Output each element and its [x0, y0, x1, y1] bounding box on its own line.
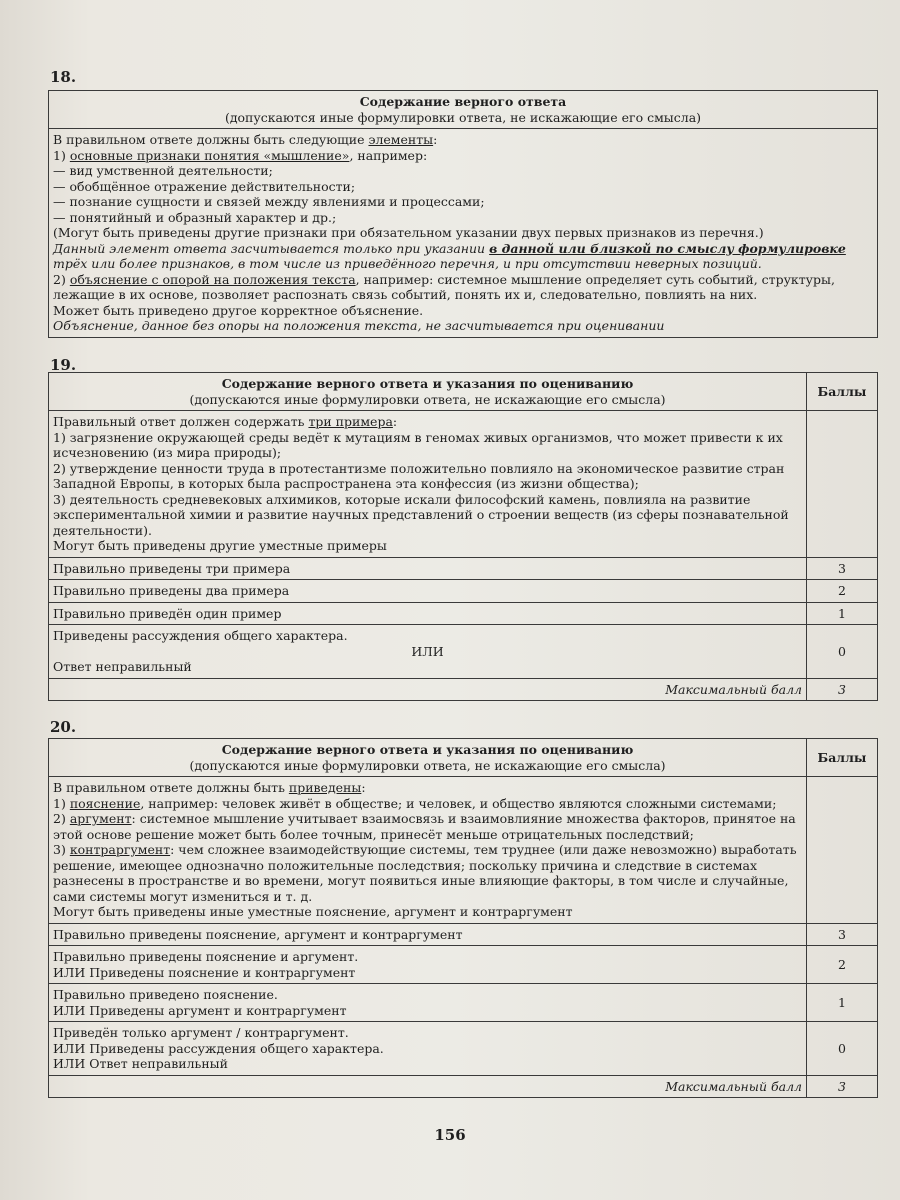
question-18-table [48, 90, 878, 338]
q18-bullet: — обобщённое отражение действительности; [53, 178, 356, 194]
q20-criterion-2-score: 2 [807, 946, 878, 984]
q19-zero-or: ИЛИ [411, 643, 444, 659]
q19-zero-criterion [49, 625, 807, 679]
q20-header [49, 739, 807, 777]
q20-content-score [807, 777, 878, 924]
q20-criterion-1 [49, 984, 807, 1022]
q20-criterion-1-score: 1 [807, 984, 878, 1022]
q20-p2-rest: : системное мышление учитывает взаимосвязь и взаимовлияние множества факторов, принятое на этой основе решение может быть более точным, принесёт меньше отрицательных последствий; [53, 811, 796, 842]
q18-other: Может быть приведено другое корректное объяснение. [53, 302, 424, 318]
q20-c0-b: ИЛИ Приведены рассуждения общего характера. [53, 1040, 384, 1056]
q20-criterion-0 [49, 1022, 807, 1076]
q19-other: Могут быть приведены другие уместные примеры [53, 538, 387, 553]
question-19-table [48, 372, 878, 701]
q19-criterion-score: 2 [807, 580, 878, 603]
q18-italic-condition [53, 241, 873, 272]
q20-criterion-2 [49, 946, 807, 984]
q19-max-score: 3 [807, 678, 878, 701]
question-18-number: 18. [50, 68, 77, 86]
q20-c1-a: Правильно приведено пояснение. [53, 987, 278, 1002]
q19-header-sub: (допускаются иные формулировки ответа, не искажающие его смысла) [189, 391, 666, 407]
q18-bullet: — понятийный и образный характер и др.; [53, 209, 337, 225]
q18-element-1 [53, 148, 873, 164]
question-20-table [48, 738, 878, 1098]
q18-el2-underlined: объяснение с опорой на положения текста [69, 271, 356, 287]
q18-note: (Могут быть приведены другие признаки при обязательном указании двух первых признаков из перечня.) [53, 225, 764, 240]
q20-p2-underlined: аргумент [69, 811, 132, 826]
q19-content-score [807, 411, 878, 558]
q18-el1-underlined: основные признаки понятия «мышление» [69, 147, 350, 163]
q18-italic-last: Объяснение, данное без опоры на положения текста, не засчитывается при оценивании [53, 318, 665, 333]
q20-p2-num: 2) [53, 811, 70, 826]
q18-el2-rest: , например: системное мышление определяет суть событий, структуры, лежащие в их основе, позволяет распознать связь событий, понять их и, следовательно, повлиять на них. [53, 271, 835, 302]
q20-c1-b: ИЛИ Приведены аргумент и контраргумент [53, 1002, 347, 1018]
q20-intro [53, 780, 802, 796]
q19-content [49, 411, 807, 558]
q20-header-title: Содержание верного ответа и указания по оцениванию [221, 742, 634, 757]
page-number: 156 [434, 1126, 466, 1144]
q19-intro-text: Правильный ответ должен содержать [53, 414, 309, 429]
q18-italic-b: трёх или более признаков, в том числе из приведённого перечня, и при отсутствии неверных позиций. [53, 256, 762, 271]
q20-p1-num: 1) [53, 795, 70, 811]
q20-point-3 [53, 842, 802, 904]
q19-intro [53, 414, 802, 430]
q18-intro [53, 132, 873, 148]
q20-content [49, 777, 807, 924]
q20-c2-a: Правильно приведены пояснение и аргумент. [53, 949, 359, 964]
q20-intro-colon: : [361, 780, 366, 795]
q18-el1-rest: , например: [349, 147, 428, 163]
q20-criterion-0-score: 0 [807, 1022, 878, 1076]
q20-c0-c: ИЛИ Ответ неправильный [53, 1056, 228, 1071]
q19-criterion-score: 3 [807, 557, 878, 580]
q20-p3-underlined: контраргумент [69, 842, 171, 857]
q18-intro-colon: : [433, 132, 438, 147]
q20-header-sub: (допускаются иные формулировки ответа, не искажающие его смысла) [189, 757, 666, 773]
q19-max-label: Максимальный балл [49, 678, 807, 701]
q19-zero-score: 0 [807, 625, 878, 679]
q19-intro-underlined: три примера [308, 414, 393, 429]
q20-c2-b: ИЛИ Приведены пояснение и контраргумент [53, 964, 356, 980]
q20-max-score: 3 [807, 1075, 878, 1098]
q18-intro-text: В правильном ответе должны быть следующие [53, 132, 369, 147]
q20-p3-num: 3) [53, 842, 70, 857]
q20-intro-underlined: приведены [288, 780, 362, 795]
q18-header-title: Содержание верного ответа [359, 94, 567, 109]
q19-header-title: Содержание верного ответа и указания по оцениванию [221, 376, 634, 391]
question-20-number: 20. [50, 718, 77, 736]
q19-zero-a: Приведены рассуждения общего характера. [53, 628, 348, 643]
q18-bullet: — познание сущности и связей между явлениями и процессами; [53, 194, 485, 209]
q18-el2-num: 2) [53, 271, 70, 287]
q20-p1-underlined: пояснение [69, 795, 141, 811]
q20-p1-rest: , например: человек живёт в обществе; и человек, и общество являются сложными системами; [140, 795, 777, 811]
q20-point-2 [53, 811, 802, 842]
q20-p3-rest: : чем сложнее взаимодействующие системы, тем труднее (или даже невозможно) выработать решение, имеющее однозначно положительные последствия; поскольку причина и следствие в системах разнесены в пространстве и во времени, могут появиться иные влияющие факторы, в том числе и случайные, сами системы могут измениться и т. д. [53, 842, 797, 904]
q19-score-header: Баллы [807, 373, 878, 411]
q20-intro-text: В правильном ответе должны быть [53, 780, 289, 795]
q19-criterion: Правильно приведены два примера [49, 580, 807, 603]
q20-c0-a: Приведён только аргумент / контраргумент. [53, 1025, 349, 1040]
q19-criterion: Правильно приведён один пример [49, 602, 807, 625]
q20-criterion-3: Правильно приведены пояснение, аргумент и контраргумент [49, 923, 807, 946]
q20-score-header: Баллы [807, 739, 878, 777]
q20-criterion-3-score: 3 [807, 923, 878, 946]
q18-element-2 [53, 272, 873, 303]
q19-intro-colon: : [392, 414, 398, 429]
q20-point-1 [53, 796, 802, 812]
q19-example: 1) загрязнение окружающей среды ведёт к мутациям в геномах живых организмов, что может привести к их исчезновению (из мира природы); [53, 429, 783, 460]
q18-bullet: — вид умственной деятельности; [53, 163, 273, 178]
q18-intro-underlined: элементы [368, 132, 434, 147]
q18-content [49, 129, 878, 338]
q19-criterion-score: 1 [807, 602, 878, 625]
q19-criterion: Правильно приведены три примера [49, 557, 807, 580]
q18-el1-num: 1) [53, 147, 70, 163]
q18-header-sub: (допускаются иные формулировки ответа, не искажающие его смысла) [224, 109, 702, 125]
q19-example: 3) деятельность средневековых алхимиков, которые искали философский камень, повлияла на развитие экспериментальной химии и развитие научных представлений о строении веществ (из сферы познавательной деятельности). [53, 491, 789, 538]
q18-italic-a: Данный элемент ответа засчитывается только при указании [53, 240, 490, 256]
q19-example: 2) утверждение ценности труда в протестантизме положительно повлияло на экономическое развитие стран Западной Европы, в которых была распространена эта конфессия (из жизни общества); [53, 460, 785, 491]
q18-italic-bold: в данной или близкой по смыслу формулировке [489, 240, 846, 256]
q20-other: Могут быть приведены иные уместные пояснение, аргумент и контраргумент [53, 904, 573, 919]
q18-header [49, 91, 878, 129]
q19-header [49, 373, 807, 411]
q20-max-label: Максимальный балл [49, 1075, 807, 1098]
q19-zero-b: Ответ неправильный [53, 659, 192, 674]
question-19-number: 19. [50, 356, 77, 374]
